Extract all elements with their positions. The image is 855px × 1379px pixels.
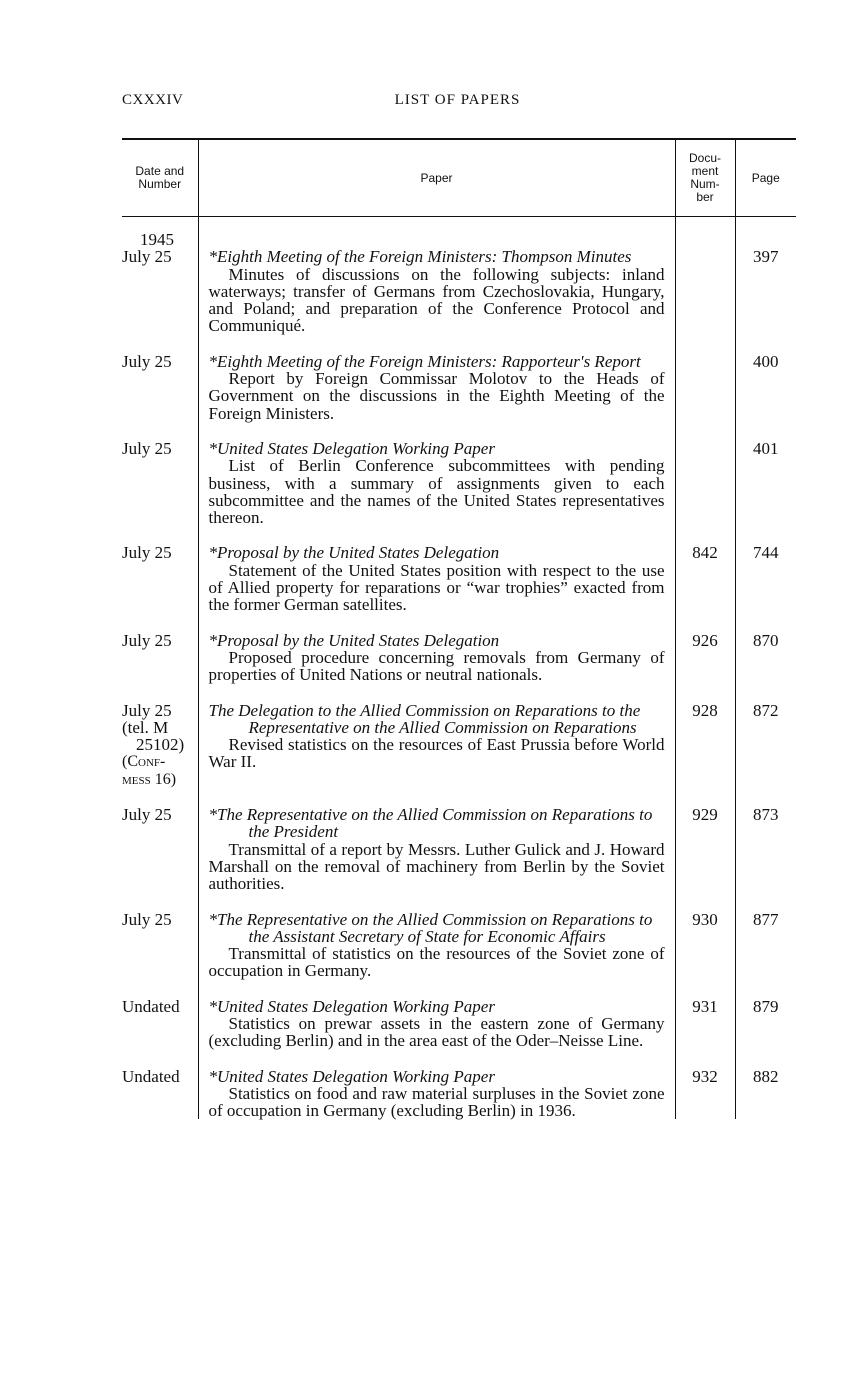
row-doc-number: 928 bbox=[675, 702, 735, 806]
row-page: 397 bbox=[735, 248, 796, 352]
row-title: *Eighth Meeting of the Foreign Ministers: Rapporteur's Report bbox=[208, 351, 641, 371]
row-description: Report by Foreign Commissar Molotov to the Heads of Government on the discussions in the Eighth Meeting of the Foreign Ministers. bbox=[208, 369, 665, 423]
row-title: *United States Delegation Working Paper bbox=[208, 1066, 495, 1086]
row-title: *Eighth Meeting of the Foreign Ministers: Thompson Minutes bbox=[208, 247, 632, 267]
row-page: 870 bbox=[735, 632, 796, 702]
table-row bbox=[122, 806, 796, 910]
row-series: (Conf- bbox=[122, 753, 166, 771]
row-doc-number bbox=[675, 353, 735, 440]
row-title: *United States Delegation Working Paper bbox=[208, 438, 495, 458]
col-header-page: Page bbox=[735, 139, 796, 217]
table-row bbox=[122, 1068, 796, 1120]
table-row bbox=[122, 248, 796, 352]
row-page: 401 bbox=[735, 440, 796, 544]
row-description: Revised statistics on the resources of East Prussia before World War II. bbox=[208, 735, 665, 772]
row-doc-number bbox=[675, 248, 735, 352]
year-label: 1945 bbox=[140, 230, 174, 249]
row-date: Undated bbox=[122, 996, 180, 1016]
running-head: LIST OF PAPERS bbox=[394, 92, 521, 108]
row-date: July 25 bbox=[122, 630, 172, 650]
list-of-papers-table bbox=[122, 138, 796, 1119]
row-description: Minutes of discussions on the following subjects: inland waterways; transfer of Germans from Czechoslovakia, Hungary, and Poland; and preparation of the Conference Protocol and Communiqué. bbox=[208, 264, 665, 336]
row-date: July 25 bbox=[122, 543, 172, 563]
row-telegram: (tel. M bbox=[122, 717, 169, 737]
row-page: 744 bbox=[735, 544, 796, 631]
row-date: July 25 bbox=[122, 438, 172, 458]
row-description: Transmittal of a report by Messrs. Luther Gulick and J. Howard Marshall on the removal of machinery from Berlin by the Soviet authorities. bbox=[208, 839, 665, 894]
row-page: 872 bbox=[735, 702, 796, 806]
row-date: Undated bbox=[122, 1066, 180, 1086]
row-date: July 25 bbox=[122, 700, 172, 720]
table-row bbox=[122, 544, 796, 631]
row-date-block bbox=[122, 702, 198, 806]
row-title: *Proposal by the United States Delegation bbox=[208, 543, 500, 563]
row-doc-number: 931 bbox=[675, 998, 735, 1068]
row-title: The Delegation to the Allied Commission on Reparations to the Representative on the Allied Commission on Reparations bbox=[208, 700, 641, 737]
row-page: 877 bbox=[735, 911, 796, 998]
row-title: *The Representative on the Allied Commission on Reparations to the President bbox=[208, 805, 653, 842]
page-folio: CXXXIV bbox=[122, 92, 184, 108]
row-date: July 25 bbox=[122, 351, 172, 371]
row-doc-number bbox=[675, 440, 735, 544]
row-page: 873 bbox=[735, 806, 796, 910]
row-doc-number: 842 bbox=[675, 544, 735, 631]
row-description: Transmittal of statistics on the resources of the Soviet zone of occupation in Germany. bbox=[208, 944, 665, 981]
col-header-paper: Paper bbox=[198, 139, 675, 217]
table-row bbox=[122, 440, 796, 544]
row-page: 882 bbox=[735, 1068, 796, 1120]
col-header-doc: Docu- ment Num- ber bbox=[675, 139, 735, 217]
table-row bbox=[122, 702, 796, 806]
row-description: Statistics on food and raw material surpluses in the Soviet zone of occupation in Germany (excluding Berlin) in 1936. bbox=[208, 1083, 665, 1121]
row-doc-number: 926 bbox=[675, 632, 735, 702]
row-series-number: mess 16) bbox=[122, 770, 177, 788]
table-row bbox=[122, 911, 796, 998]
table-row bbox=[122, 998, 796, 1068]
table-header-row bbox=[122, 139, 796, 217]
row-page: 879 bbox=[735, 998, 796, 1068]
row-doc-number: 932 bbox=[675, 1068, 735, 1120]
col-header-date: Date and Number bbox=[122, 139, 198, 217]
row-date: July 25 bbox=[122, 909, 172, 929]
row-doc-number: 929 bbox=[675, 806, 735, 910]
row-title: *Proposal by the United States Delegation bbox=[208, 630, 500, 650]
row-description: Statement of the United States position with respect to the use of Allied property for reparations or “war trophies” exacted from the former German satellites. bbox=[208, 560, 665, 615]
row-description: Proposed procedure concerning removals from Germany of properties of United Nations or neutral nationals. bbox=[208, 647, 665, 685]
row-description: List of Berlin Conference subcommittees with pending business, with a summary of assignments given to each subcommittee and the names of the United States representatives thereon. bbox=[208, 456, 665, 528]
row-title: *The Representative on the Allied Commission on Reparations to the Assistant Secretary of State for Economic Affairs bbox=[208, 909, 653, 946]
row-telegram-number: 25102) bbox=[136, 735, 185, 755]
table-row bbox=[122, 353, 796, 440]
row-description: Statistics on prewar assets in the eastern zone of Germany (excluding Berlin) and in the area east of the Oder–Neisse Line. bbox=[208, 1013, 665, 1051]
table-row bbox=[122, 632, 796, 702]
row-title: *United States Delegation Working Paper bbox=[208, 996, 495, 1016]
row-page: 400 bbox=[735, 353, 796, 440]
row-date: July 25 bbox=[122, 247, 172, 267]
row-doc-number: 930 bbox=[675, 911, 735, 998]
row-date: July 25 bbox=[122, 805, 172, 825]
